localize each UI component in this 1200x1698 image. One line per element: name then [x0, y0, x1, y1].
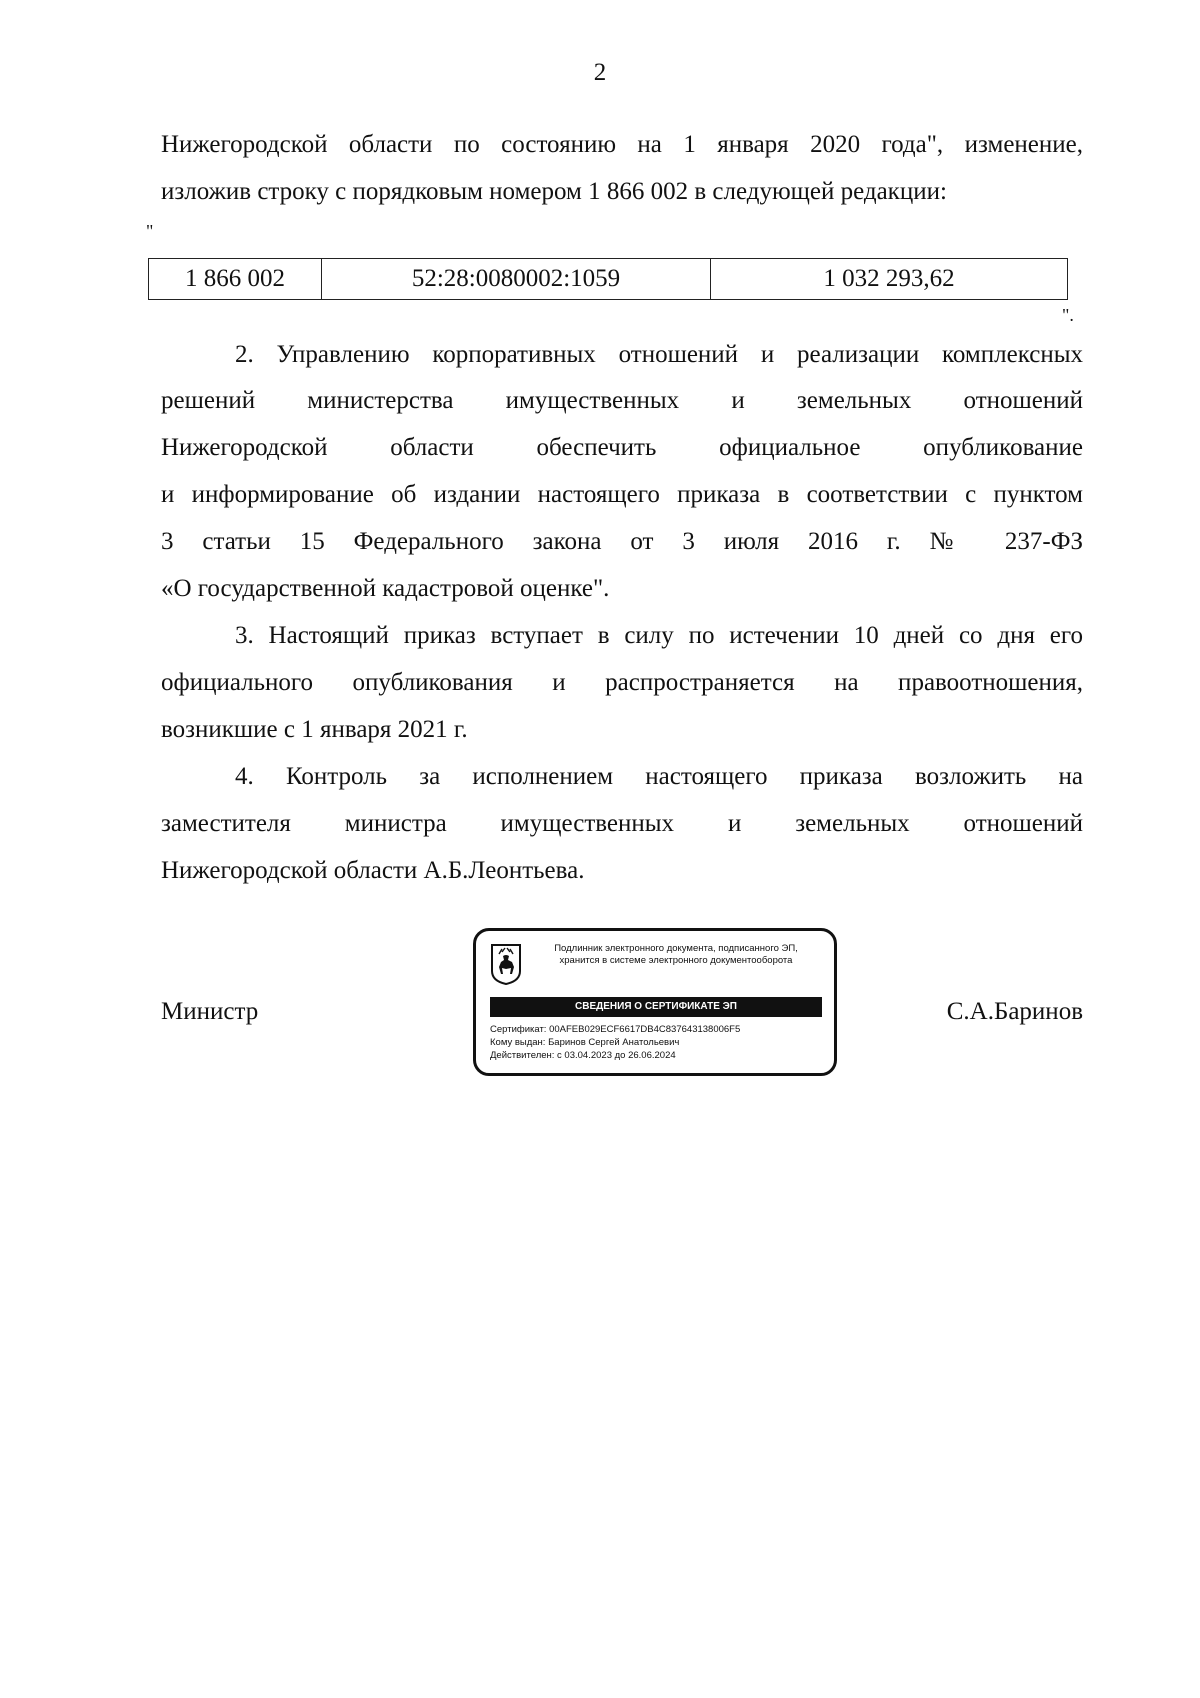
stamp-details	[490, 1023, 826, 1062]
close-quote-mark: ".	[1062, 305, 1074, 325]
intro-line-1: Нижегородской области по состоянию на 1 января 2020 года", изменение,	[161, 131, 1083, 158]
stamp-certificate: Сертификат: 00AFEB029ECF6617DB4C837643138006F5	[490, 1024, 741, 1035]
table-cell-value: 1 032 293,62	[711, 259, 1068, 300]
stamp-validity: Действителен: с 03.04.2023 до 26.06.2024	[490, 1050, 676, 1061]
table-cell-number: 1 866 002	[149, 259, 322, 300]
electronic-signature-stamp	[473, 928, 837, 1076]
cadastral-table	[148, 258, 1068, 300]
paragraph-2-line-5: 3 статьи 15 Федерального закона от 3 июля 2016 г. № 237-ФЗ	[161, 528, 1083, 555]
paragraph-2-line-4: и информирование об издании настоящего приказа в соответствии с пунктом	[161, 481, 1083, 508]
stamp-header-line-2: хранится в системе электронного документооборота	[559, 955, 793, 966]
signatory-role: Министр	[161, 998, 259, 1025]
paragraph-3-line-1: 3. Настоящий приказ вступает в силу по истечении 10 дней со дня его	[235, 622, 1083, 649]
stamp-header	[526, 943, 826, 967]
paragraph-4-line-2: заместителя министра имущественных и земельных отношений	[161, 810, 1083, 837]
paragraph-3-line-3: возникшие с 1 января 2021 г.	[161, 716, 468, 743]
stamp-header-line-1: Подлинник электронного документа, подписанного ЭП,	[554, 943, 798, 954]
stamp-title: СВЕДЕНИЯ О СЕРТИФИКАТЕ ЭП	[490, 997, 822, 1017]
paragraph-4-line-3: Нижегородской области А.Б.Леонтьева.	[161, 857, 585, 884]
paragraph-4-line-1: 4. Контроль за исполнением настоящего приказа возложить на	[235, 763, 1083, 790]
page-number: 2	[593, 59, 607, 86]
paragraph-2-line-6: «О государственной кадастровой оценке".	[161, 575, 610, 602]
paragraph-2-line-3: Нижегородской области обеспечить официальное опубликование	[161, 434, 1083, 461]
intro-line-2: изложив строку с порядковым номером 1 866 002 в следующей редакции:	[161, 178, 947, 205]
open-quote-mark: "	[146, 221, 154, 241]
paragraph-3-line-2: официального опубликования и распространяется на правоотношения,	[161, 669, 1083, 696]
paragraph-2-line-2: решений министерства имущественных и земельных отношений	[161, 387, 1083, 414]
table-cell-cadastral-id: 52:28:0080002:1059	[322, 259, 711, 300]
paragraph-2-line-1: 2. Управлению корпоративных отношений и реализации комплексных	[235, 341, 1083, 368]
table-row	[149, 259, 1068, 300]
stamp-issued-to: Кому выдан: Баринов Сергей Анатольевич	[490, 1037, 680, 1048]
deer-emblem-icon	[490, 943, 522, 985]
signatory-name: С.А.Баринов	[946, 998, 1083, 1025]
